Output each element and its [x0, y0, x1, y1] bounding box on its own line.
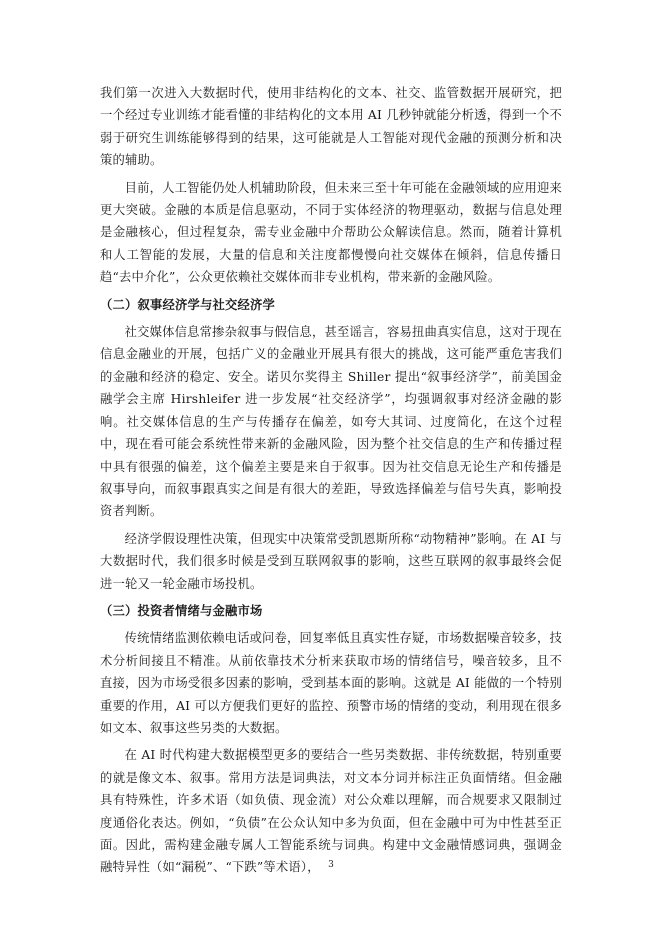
- paragraph-section3-1: 传统情绪监测依赖电话或问卷，回复率低且真实性存疑，市场数据噪音较多，技术分析间接且不精准。从前依靠技术分析来获取市场的情绪信号，噪音较多，且不直接，因为市场受很多因素的影响，受到基本面的影响。这就是 AI 能做的一个特别重要的作用，AI 可以方便我们更好的监控、预警市场的情绪的变动，利用现在很多如文本、叙事这些另类的大数据。: [100, 631, 562, 735]
- section-heading-narrative-economics: （二）叙事经济学与社交经济学: [100, 297, 275, 312]
- paragraph-intro-2: 目前，人工智能仍处人机辅助阶段，但未来三至十年可能在金融领域的应用迎来更大突破。金融的本质是信息驱动，不同于实体经济的物理驱动，数据与信息处理是金融核心，但过程复杂，需专业金融中介帮助公众解读信息。然而，随着计算机和人工智能的发展，大量的信息和关注度都慢慢向社交媒体在倾斜，信息传播日趋“去中介化”，公众更依赖社交媒体而非专业机构，带来新的金融风险。: [100, 180, 562, 285]
- section-heading-investor-sentiment: （三）投资者情绪与金融市场: [100, 603, 263, 618]
- paragraph-intro-1: 我们第一次进入大数据时代，使用非结构化的文本、社交、监管数据开展研究，把一个经过专业训练才能看懂的非结构化的文本用 AI 几秒钟就能分析透，得到一个不弱于研究生训练能够得到的结果，这可能就是人工智能对现代金融的预测分析和决策的辅助。: [100, 86, 562, 168]
- page-number: 3: [328, 860, 334, 870]
- paragraph-section2-1: 社交媒体信息常掺杂叙事与假信息，甚至谣言，容易扭曲真实信息，这对于现在信息金融业的开展，包括广义的金融业开展具有很大的挑战，这可能严重危害我们的金融和经济的稳定、安全。诺贝尔奖得主 Shiller 提出“叙事经济学”，前美国金融学会主席 Hirshleifer 进一步发展“社交经济学”，均强调叙事对经济金融的影响。社交媒体信息的生产与传播存在偏差，如夸大其词、过度简化，在这个过程中，现在看可能会系统性带来新的金融风险，因为整个社交信息的生产和传播过程中具有很强的偏差，这个偏差主要是来自于叙事。因为社交信息无论生产和传播是叙事导向，而叙事跟真实之间是有很大的差距，导致选择偏差与信号失真，影响投资者判断。: [100, 325, 562, 519]
- page-body: [100, 82, 562, 884]
- paragraph-section2-2: 经济学假设理性决策，但现实中决策常受凯恩斯所称“动物精神”影响。在 AI 与大数据时代，我们很多时候是受到互联网叙事的影响，这些互联网的叙事最终会促进一轮又一轮金融市场投机。: [100, 531, 562, 591]
- paragraph-section3-2: 在 AI 时代构建大数据模型更多的要结合一些另类数据、非传统数据，特别重要的就是像文本、叙事。常用方法是词典法，对文本分词并标注正负面情绪。但金融具有特殊性，许多术语（如负债、现金流）对公众难以理解，而合规要求又限制过度通俗化表达。例如，“负债”在公众认知中多为负面，但在金融中可为中性甚至正面。因此，需构建金融专属人工智能系统与词典。构建中文金融情感词典，强调金融特异性（如“漏税”、“下跌”等术语），: [100, 748, 562, 875]
